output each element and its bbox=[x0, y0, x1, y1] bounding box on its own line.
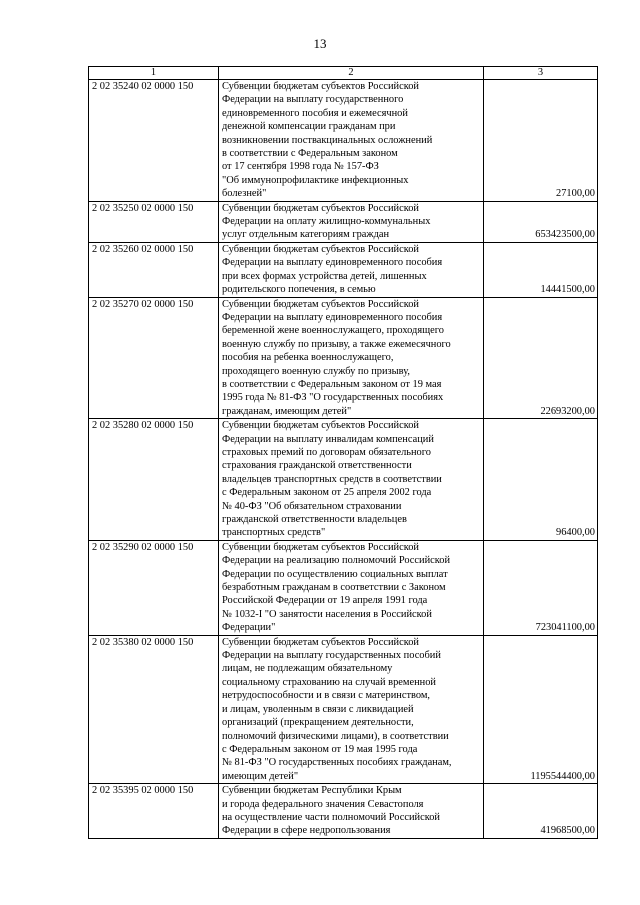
table-row bbox=[89, 80, 598, 202]
amount: 1195544400,00 bbox=[484, 635, 598, 783]
amount: 653423500,00 bbox=[484, 201, 598, 242]
column-header-code: 1 bbox=[89, 67, 219, 80]
subvention-description: Субвенции бюджетам субъектов Российской Федерации на оплату жилищно-коммунальных услуг отдельным категориям граждан bbox=[219, 201, 484, 242]
subvention-description: Субвенции бюджетам субъектов Российской Федерации на выплату государственных пособий лицам, не подлежащим обязательному социальному страхованию на случай временной нетрудоспособности и в связи с материнством, и лицам, уволенным в связи с ликвидацией организаций (прекращением деятельности, полномочий физическими лицами), в соответствии с Федеральным законом от 19 мая 1995 года № 81-ФЗ "О государственных пособиях гражданам, имеющим детей" bbox=[219, 635, 484, 783]
budget-code: 2 02 35260 02 0000 150 bbox=[89, 242, 219, 297]
subvention-description: Субвенции бюджетам Республики Крым и города федерального значения Севастополя на осуществление части полномочий Российской Федерации в сфере недропользования bbox=[219, 784, 484, 839]
amount: 22693200,00 bbox=[484, 297, 598, 419]
amount: 41968500,00 bbox=[484, 784, 598, 839]
page-number: 13 bbox=[313, 36, 327, 51]
budget-code: 2 02 35380 02 0000 150 bbox=[89, 635, 219, 783]
subvention-description: Субвенции бюджетам субъектов Российской Федерации на выплату единовременного пособия беременной жене военнослужащего, проходящего военную службу по призыву, а также ежемесячного пособия на ребенка военнослужащего, проходящего военную службу по призыву, в соответствии с Федеральным законом от 19 мая 1995 года № 81-ФЗ "О государственных пособиях гражданам, имеющим детей" bbox=[219, 297, 484, 419]
budget-code: 2 02 35290 02 0000 150 bbox=[89, 540, 219, 635]
amount: 14441500,00 bbox=[484, 242, 598, 297]
amount: 723041100,00 bbox=[484, 540, 598, 635]
budget-code: 2 02 35280 02 0000 150 bbox=[89, 419, 219, 541]
column-header-amount: 3 bbox=[484, 67, 598, 80]
budget-code: 2 02 35270 02 0000 150 bbox=[89, 297, 219, 419]
subvention-description: Субвенции бюджетам субъектов Российской Федерации на реализацию полномочий Российской Федерации по осуществлению социальных выплат безработным гражданам в соответствии с Законом Российской Федерации от 19 апреля 1991 года № 1032-I "О занятости населения в Российской Федерации" bbox=[219, 540, 484, 635]
column-header-description: 2 bbox=[219, 67, 484, 80]
budget-code: 2 02 35250 02 0000 150 bbox=[89, 201, 219, 242]
table-row bbox=[89, 540, 598, 635]
amount: 27100,00 bbox=[484, 80, 598, 202]
table-row bbox=[89, 635, 598, 783]
table-row bbox=[89, 297, 598, 419]
table-row bbox=[89, 419, 598, 541]
subvention-description: Субвенции бюджетам субъектов Российской Федерации на выплату инвалидам компенсаций страховых премий по договорам обязательного страхования гражданской ответственности владельцев транспортных средств в соответствии с Федеральным законом от 25 апреля 2002 года № 40-ФЗ "Об обязательном страховании гражданской ответственности владельцев транспортных средств" bbox=[219, 419, 484, 541]
budget-code: 2 02 35240 02 0000 150 bbox=[89, 80, 219, 202]
subvention-description: Субвенции бюджетам субъектов Российской Федерации на выплату государственного единовременного пособия и ежемесячной денежной компенсации гражданам при возникновении поствакцинальных осложнений в соответствии с Федеральным законом от 17 сентября 1998 года № 157-ФЗ "Об иммунопрофилактике инфекционных болезней" bbox=[219, 80, 484, 202]
budget-code: 2 02 35395 02 0000 150 bbox=[89, 784, 219, 839]
table-row bbox=[89, 784, 598, 839]
table-row bbox=[89, 242, 598, 297]
amount: 96400,00 bbox=[484, 419, 598, 541]
budget-table bbox=[88, 66, 598, 839]
table-row bbox=[89, 201, 598, 242]
table-header-row bbox=[89, 67, 598, 80]
subvention-description: Субвенции бюджетам субъектов Российской Федерации на выплату единовременного пособия при всех формах устройства детей, лишенных родительского попечения, в семью bbox=[219, 242, 484, 297]
